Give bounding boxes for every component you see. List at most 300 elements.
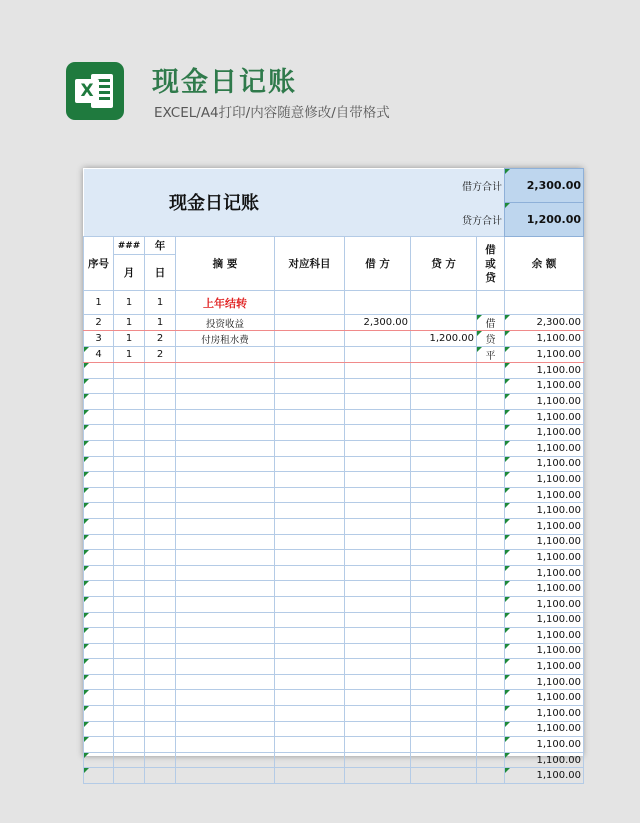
summary-cell[interactable] — [176, 643, 275, 659]
account-cell[interactable] — [275, 487, 345, 503]
summary-cell[interactable] — [176, 581, 275, 597]
seq-cell[interactable] — [84, 706, 114, 722]
summary-cell[interactable] — [176, 347, 275, 363]
debit-cell[interactable] — [345, 456, 411, 472]
account-cell[interactable] — [275, 518, 345, 534]
account-cell[interactable] — [275, 472, 345, 488]
debit-cell[interactable]: 2,300.00 — [345, 315, 411, 331]
summary-cell[interactable] — [176, 659, 275, 675]
debit-cell[interactable] — [345, 331, 411, 347]
debit-cell[interactable] — [345, 409, 411, 425]
excel-logo-icon — [66, 62, 124, 120]
dc-cell[interactable] — [477, 456, 505, 472]
dc-cell[interactable] — [477, 550, 505, 566]
month-cell[interactable] — [114, 456, 145, 472]
balance-cell[interactable]: 1,100.00 — [505, 581, 584, 597]
dc-cell[interactable] — [477, 768, 505, 784]
day-cell[interactable] — [145, 565, 176, 581]
credit-cell[interactable] — [411, 550, 477, 566]
credit-cell[interactable] — [411, 363, 477, 379]
balance-cell[interactable]: 1,100.00 — [505, 409, 584, 425]
month-cell[interactable]: 1 — [114, 331, 145, 347]
account-cell[interactable] — [275, 534, 345, 550]
table-row — [84, 768, 584, 784]
account-cell[interactable] — [275, 659, 345, 675]
debit-cell[interactable] — [345, 690, 411, 706]
table-row — [84, 721, 584, 737]
seq-cell[interactable] — [84, 752, 114, 768]
debit-cell[interactable] — [345, 674, 411, 690]
summary-cell[interactable] — [176, 768, 275, 784]
table-row — [84, 581, 584, 597]
month-cell[interactable] — [114, 706, 145, 722]
debit-total-value[interactable]: 2,300.00 — [505, 169, 584, 203]
month-cell[interactable]: 1 — [114, 347, 145, 363]
month-cell[interactable] — [114, 752, 145, 768]
summary-cell[interactable] — [176, 612, 275, 628]
seq-cell[interactable] — [84, 612, 114, 628]
dc-cell[interactable] — [477, 612, 505, 628]
balance-cell[interactable]: 1,100.00 — [505, 706, 584, 722]
dc-cell[interactable] — [477, 752, 505, 768]
month-cell[interactable] — [114, 628, 145, 644]
credit-cell[interactable] — [411, 674, 477, 690]
dc-cell[interactable] — [477, 363, 505, 379]
month-cell[interactable] — [114, 378, 145, 394]
summary-cell[interactable] — [176, 721, 275, 737]
debit-cell[interactable] — [345, 518, 411, 534]
summary-cell[interactable] — [176, 534, 275, 550]
credit-cell[interactable] — [411, 425, 477, 441]
month-cell[interactable] — [114, 581, 145, 597]
month-cell[interactable] — [114, 768, 145, 784]
year-value-cell: ### — [114, 237, 145, 255]
dc-cell[interactable] — [477, 690, 505, 706]
seq-cell[interactable]: 1 — [84, 291, 114, 315]
summary-cell[interactable] — [176, 706, 275, 722]
balance-cell[interactable]: 1,100.00 — [505, 721, 584, 737]
summary-cell[interactable] — [176, 737, 275, 753]
summary-cell[interactable] — [176, 628, 275, 644]
seq-cell[interactable] — [84, 690, 114, 706]
balance-cell[interactable]: 1,100.00 — [505, 612, 584, 628]
month-cell[interactable] — [114, 394, 145, 410]
dc-cell[interactable] — [477, 628, 505, 644]
day-cell[interactable] — [145, 503, 176, 519]
day-cell[interactable] — [145, 737, 176, 753]
month-cell[interactable]: 1 — [114, 315, 145, 331]
credit-cell[interactable] — [411, 409, 477, 425]
day-cell[interactable] — [145, 440, 176, 456]
dc-cell[interactable] — [477, 534, 505, 550]
account-cell[interactable] — [275, 315, 345, 331]
month-cell[interactable] — [114, 674, 145, 690]
seq-cell[interactable] — [84, 440, 114, 456]
day-cell[interactable]: 2 — [145, 331, 176, 347]
credit-cell[interactable] — [411, 596, 477, 612]
debit-cell[interactable] — [345, 565, 411, 581]
balance-cell[interactable]: 1,100.00 — [505, 550, 584, 566]
summary-cell[interactable] — [176, 425, 275, 441]
dc-cell[interactable] — [477, 409, 505, 425]
credit-cell[interactable] — [411, 628, 477, 644]
day-cell[interactable] — [145, 378, 176, 394]
dc-cell[interactable] — [477, 394, 505, 410]
dc-header-bot: 贷 — [485, 271, 496, 284]
debit-cell[interactable] — [345, 659, 411, 675]
seq-cell[interactable]: 4 — [84, 347, 114, 363]
day-cell[interactable] — [145, 721, 176, 737]
dc-cell[interactable] — [477, 659, 505, 675]
balance-cell[interactable]: 1,100.00 — [505, 425, 584, 441]
debit-cell[interactable] — [345, 721, 411, 737]
account-cell[interactable] — [275, 690, 345, 706]
debit-cell[interactable] — [345, 378, 411, 394]
seq-cell[interactable] — [84, 643, 114, 659]
month-cell[interactable] — [114, 643, 145, 659]
seq-cell[interactable] — [84, 409, 114, 425]
credit-cell[interactable] — [411, 487, 477, 503]
credit-total-value[interactable]: 1,200.00 — [505, 203, 584, 237]
seq-cell[interactable] — [84, 425, 114, 441]
dc-cell[interactable]: 贷 — [477, 331, 505, 347]
debit-cell[interactable] — [345, 394, 411, 410]
seq-cell[interactable] — [84, 518, 114, 534]
debit-cell[interactable] — [345, 472, 411, 488]
month-cell[interactable] — [114, 440, 145, 456]
seq-cell[interactable] — [84, 472, 114, 488]
dc-cell[interactable] — [477, 472, 505, 488]
account-cell[interactable] — [275, 409, 345, 425]
month-cell[interactable] — [114, 596, 145, 612]
balance-cell[interactable]: 1,100.00 — [505, 643, 584, 659]
account-cell[interactable] — [275, 440, 345, 456]
debit-cell[interactable] — [345, 752, 411, 768]
account-cell[interactable] — [275, 581, 345, 597]
dc-cell[interactable]: 借 — [477, 315, 505, 331]
credit-cell[interactable] — [411, 721, 477, 737]
account-cell[interactable] — [275, 752, 345, 768]
credit-cell[interactable] — [411, 768, 477, 784]
seq-cell[interactable] — [84, 628, 114, 644]
dc-cell[interactable] — [477, 565, 505, 581]
day-cell[interactable] — [145, 706, 176, 722]
balance-cell[interactable]: 1,100.00 — [505, 565, 584, 581]
day-cell[interactable] — [145, 628, 176, 644]
credit-cell[interactable] — [411, 378, 477, 394]
balance-cell[interactable] — [505, 291, 584, 315]
table-row — [84, 628, 584, 644]
dc-cell[interactable] — [477, 721, 505, 737]
account-cell[interactable] — [275, 737, 345, 753]
summary-cell[interactable] — [176, 690, 275, 706]
month-cell[interactable] — [114, 721, 145, 737]
month-cell[interactable] — [114, 565, 145, 581]
month-cell[interactable] — [114, 550, 145, 566]
account-cell[interactable] — [275, 550, 345, 566]
account-cell[interactable] — [275, 331, 345, 347]
credit-cell[interactable]: 1,200.00 — [411, 331, 477, 347]
summary-cell[interactable] — [176, 472, 275, 488]
summary-cell[interactable] — [176, 363, 275, 379]
account-cell[interactable] — [275, 612, 345, 628]
month-cell[interactable]: 1 — [114, 291, 145, 315]
balance-cell[interactable]: 1,100.00 — [505, 363, 584, 379]
table-row — [84, 518, 584, 534]
credit-cell[interactable] — [411, 581, 477, 597]
debit-total-label: 借方合计 — [411, 169, 505, 203]
day-cell[interactable] — [145, 612, 176, 628]
credit-cell[interactable] — [411, 534, 477, 550]
seq-cell[interactable] — [84, 674, 114, 690]
balance-cell[interactable]: 1,100.00 — [505, 347, 584, 363]
dc-cell[interactable] — [477, 581, 505, 597]
summary-cell[interactable] — [176, 378, 275, 394]
balance-cell[interactable]: 1,100.00 — [505, 596, 584, 612]
month-cell[interactable] — [114, 518, 145, 534]
month-cell[interactable] — [114, 425, 145, 441]
credit-cell[interactable] — [411, 643, 477, 659]
debit-cell[interactable] — [345, 581, 411, 597]
table-row — [84, 331, 584, 347]
debit-cell[interactable] — [345, 440, 411, 456]
seq-cell[interactable] — [84, 737, 114, 753]
credit-cell[interactable] — [411, 518, 477, 534]
day-cell[interactable] — [145, 487, 176, 503]
balance-cell[interactable]: 1,100.00 — [505, 394, 584, 410]
credit-cell[interactable] — [411, 565, 477, 581]
table-row — [84, 472, 584, 488]
seq-cell[interactable] — [84, 721, 114, 737]
seq-cell[interactable] — [84, 768, 114, 784]
day-cell[interactable]: 1 — [145, 291, 176, 315]
day-cell[interactable] — [145, 472, 176, 488]
table-row — [84, 440, 584, 456]
dc-cell[interactable] — [477, 291, 505, 315]
account-cell[interactable] — [275, 565, 345, 581]
credit-cell[interactable] — [411, 472, 477, 488]
seq-cell[interactable] — [84, 503, 114, 519]
dc-cell[interactable] — [477, 425, 505, 441]
seq-cell[interactable] — [84, 378, 114, 394]
summary-cell[interactable] — [176, 440, 275, 456]
balance-cell[interactable]: 1,100.00 — [505, 503, 584, 519]
seq-cell[interactable] — [84, 487, 114, 503]
day-cell[interactable] — [145, 456, 176, 472]
balance-cell[interactable]: 1,100.00 — [505, 378, 584, 394]
credit-cell[interactable] — [411, 315, 477, 331]
account-cell[interactable] — [275, 706, 345, 722]
debit-cell[interactable] — [345, 768, 411, 784]
credit-cell[interactable] — [411, 752, 477, 768]
account-cell[interactable] — [275, 363, 345, 379]
day-cell[interactable]: 2 — [145, 347, 176, 363]
day-cell[interactable] — [145, 425, 176, 441]
credit-cell[interactable] — [411, 394, 477, 410]
dc-cell[interactable] — [477, 518, 505, 534]
account-cell[interactable] — [275, 347, 345, 363]
day-cell[interactable] — [145, 363, 176, 379]
summary-cell[interactable] — [176, 487, 275, 503]
dc-cell[interactable] — [477, 487, 505, 503]
month-cell[interactable] — [114, 737, 145, 753]
credit-cell[interactable] — [411, 347, 477, 363]
summary-cell[interactable] — [176, 752, 275, 768]
credit-cell[interactable] — [411, 690, 477, 706]
debit-cell[interactable] — [345, 347, 411, 363]
credit-cell[interactable] — [411, 659, 477, 675]
debit-cell[interactable] — [345, 363, 411, 379]
col-balance-header: 余 额 — [505, 237, 584, 291]
credit-cell[interactable] — [411, 737, 477, 753]
day-cell[interactable] — [145, 394, 176, 410]
dc-cell[interactable]: 平 — [477, 347, 505, 363]
seq-cell[interactable] — [84, 550, 114, 566]
day-cell[interactable] — [145, 643, 176, 659]
month-cell[interactable] — [114, 659, 145, 675]
summary-cell[interactable]: 付房租水费 — [176, 331, 275, 347]
debit-cell[interactable] — [345, 737, 411, 753]
account-cell[interactable] — [275, 291, 345, 315]
credit-cell[interactable] — [411, 440, 477, 456]
balance-cell[interactable]: 2,300.00 — [505, 315, 584, 331]
balance-cell[interactable]: 1,100.00 — [505, 737, 584, 753]
credit-cell[interactable] — [411, 456, 477, 472]
day-cell[interactable] — [145, 550, 176, 566]
account-cell[interactable] — [275, 503, 345, 519]
month-cell[interactable] — [114, 534, 145, 550]
debit-cell[interactable] — [345, 596, 411, 612]
debit-cell[interactable] — [345, 425, 411, 441]
month-cell[interactable] — [114, 690, 145, 706]
seq-cell[interactable] — [84, 394, 114, 410]
account-cell[interactable] — [275, 628, 345, 644]
seq-cell[interactable]: 2 — [84, 315, 114, 331]
seq-cell[interactable] — [84, 565, 114, 581]
table-row — [84, 674, 584, 690]
day-cell[interactable] — [145, 690, 176, 706]
balance-cell[interactable]: 1,100.00 — [505, 628, 584, 644]
seq-cell[interactable] — [84, 456, 114, 472]
balance-cell[interactable]: 1,100.00 — [505, 440, 584, 456]
month-cell[interactable] — [114, 612, 145, 628]
account-cell[interactable] — [275, 643, 345, 659]
debit-cell[interactable] — [345, 550, 411, 566]
table-row — [84, 425, 584, 441]
dc-cell[interactable] — [477, 596, 505, 612]
seq-cell[interactable] — [84, 581, 114, 597]
balance-cell[interactable]: 1,100.00 — [505, 752, 584, 768]
table-row — [84, 503, 584, 519]
account-cell[interactable] — [275, 378, 345, 394]
dc-cell[interactable] — [477, 440, 505, 456]
account-cell[interactable] — [275, 674, 345, 690]
credit-cell[interactable] — [411, 612, 477, 628]
summary-cell[interactable]: 上年结转 — [176, 291, 275, 315]
seq-cell[interactable] — [84, 659, 114, 675]
balance-cell[interactable]: 1,100.00 — [505, 674, 584, 690]
summary-cell[interactable]: 投资收益 — [176, 315, 275, 331]
month-cell[interactable] — [114, 487, 145, 503]
account-cell[interactable] — [275, 721, 345, 737]
balance-cell[interactable]: 1,100.00 — [505, 518, 584, 534]
summary-cell[interactable] — [176, 565, 275, 581]
day-cell[interactable] — [145, 752, 176, 768]
ledger-table — [83, 168, 584, 784]
day-cell[interactable] — [145, 409, 176, 425]
day-cell[interactable] — [145, 674, 176, 690]
balance-cell[interactable]: 1,100.00 — [505, 456, 584, 472]
month-cell[interactable] — [114, 363, 145, 379]
col-seq-header: 序号 — [84, 237, 114, 291]
balance-cell[interactable]: 1,100.00 — [505, 534, 584, 550]
balance-cell[interactable]: 1,100.00 — [505, 487, 584, 503]
col-month-header: 月 — [114, 255, 145, 291]
debit-cell[interactable] — [345, 534, 411, 550]
credit-cell[interactable] — [411, 503, 477, 519]
day-cell[interactable]: 1 — [145, 315, 176, 331]
day-cell[interactable] — [145, 581, 176, 597]
debit-cell[interactable] — [345, 628, 411, 644]
month-cell[interactable] — [114, 472, 145, 488]
debit-cell[interactable] — [345, 706, 411, 722]
account-cell[interactable] — [275, 768, 345, 784]
account-cell[interactable] — [275, 394, 345, 410]
seq-cell[interactable]: 3 — [84, 331, 114, 347]
balance-cell[interactable]: 1,100.00 — [505, 768, 584, 784]
summary-cell[interactable] — [176, 596, 275, 612]
summary-cell[interactable] — [176, 409, 275, 425]
balance-cell[interactable]: 1,100.00 — [505, 331, 584, 347]
account-cell[interactable] — [275, 425, 345, 441]
month-cell[interactable] — [114, 409, 145, 425]
day-cell[interactable] — [145, 596, 176, 612]
dc-cell[interactable] — [477, 674, 505, 690]
credit-cell[interactable] — [411, 706, 477, 722]
balance-cell[interactable]: 1,100.00 — [505, 659, 584, 675]
seq-cell[interactable] — [84, 534, 114, 550]
dc-cell[interactable] — [477, 737, 505, 753]
day-cell[interactable] — [145, 659, 176, 675]
day-cell[interactable] — [145, 534, 176, 550]
summary-cell[interactable] — [176, 394, 275, 410]
summary-cell[interactable] — [176, 518, 275, 534]
dc-cell[interactable] — [477, 643, 505, 659]
debit-cell[interactable] — [345, 291, 411, 315]
seq-cell[interactable] — [84, 363, 114, 379]
summary-cell[interactable] — [176, 674, 275, 690]
debit-cell[interactable] — [345, 503, 411, 519]
summary-cell[interactable] — [176, 456, 275, 472]
seq-cell[interactable] — [84, 596, 114, 612]
summary-cell[interactable] — [176, 503, 275, 519]
balance-cell[interactable]: 1,100.00 — [505, 472, 584, 488]
debit-cell[interactable] — [345, 612, 411, 628]
dc-cell[interactable] — [477, 503, 505, 519]
dc-cell[interactable] — [477, 706, 505, 722]
month-cell[interactable] — [114, 503, 145, 519]
account-cell[interactable] — [275, 596, 345, 612]
debit-cell[interactable] — [345, 487, 411, 503]
credit-cell[interactable] — [411, 291, 477, 315]
dc-cell[interactable] — [477, 378, 505, 394]
account-cell[interactable] — [275, 456, 345, 472]
summary-cell[interactable] — [176, 550, 275, 566]
day-cell[interactable] — [145, 518, 176, 534]
debit-cell[interactable] — [345, 643, 411, 659]
balance-cell[interactable]: 1,100.00 — [505, 690, 584, 706]
day-cell[interactable] — [145, 768, 176, 784]
